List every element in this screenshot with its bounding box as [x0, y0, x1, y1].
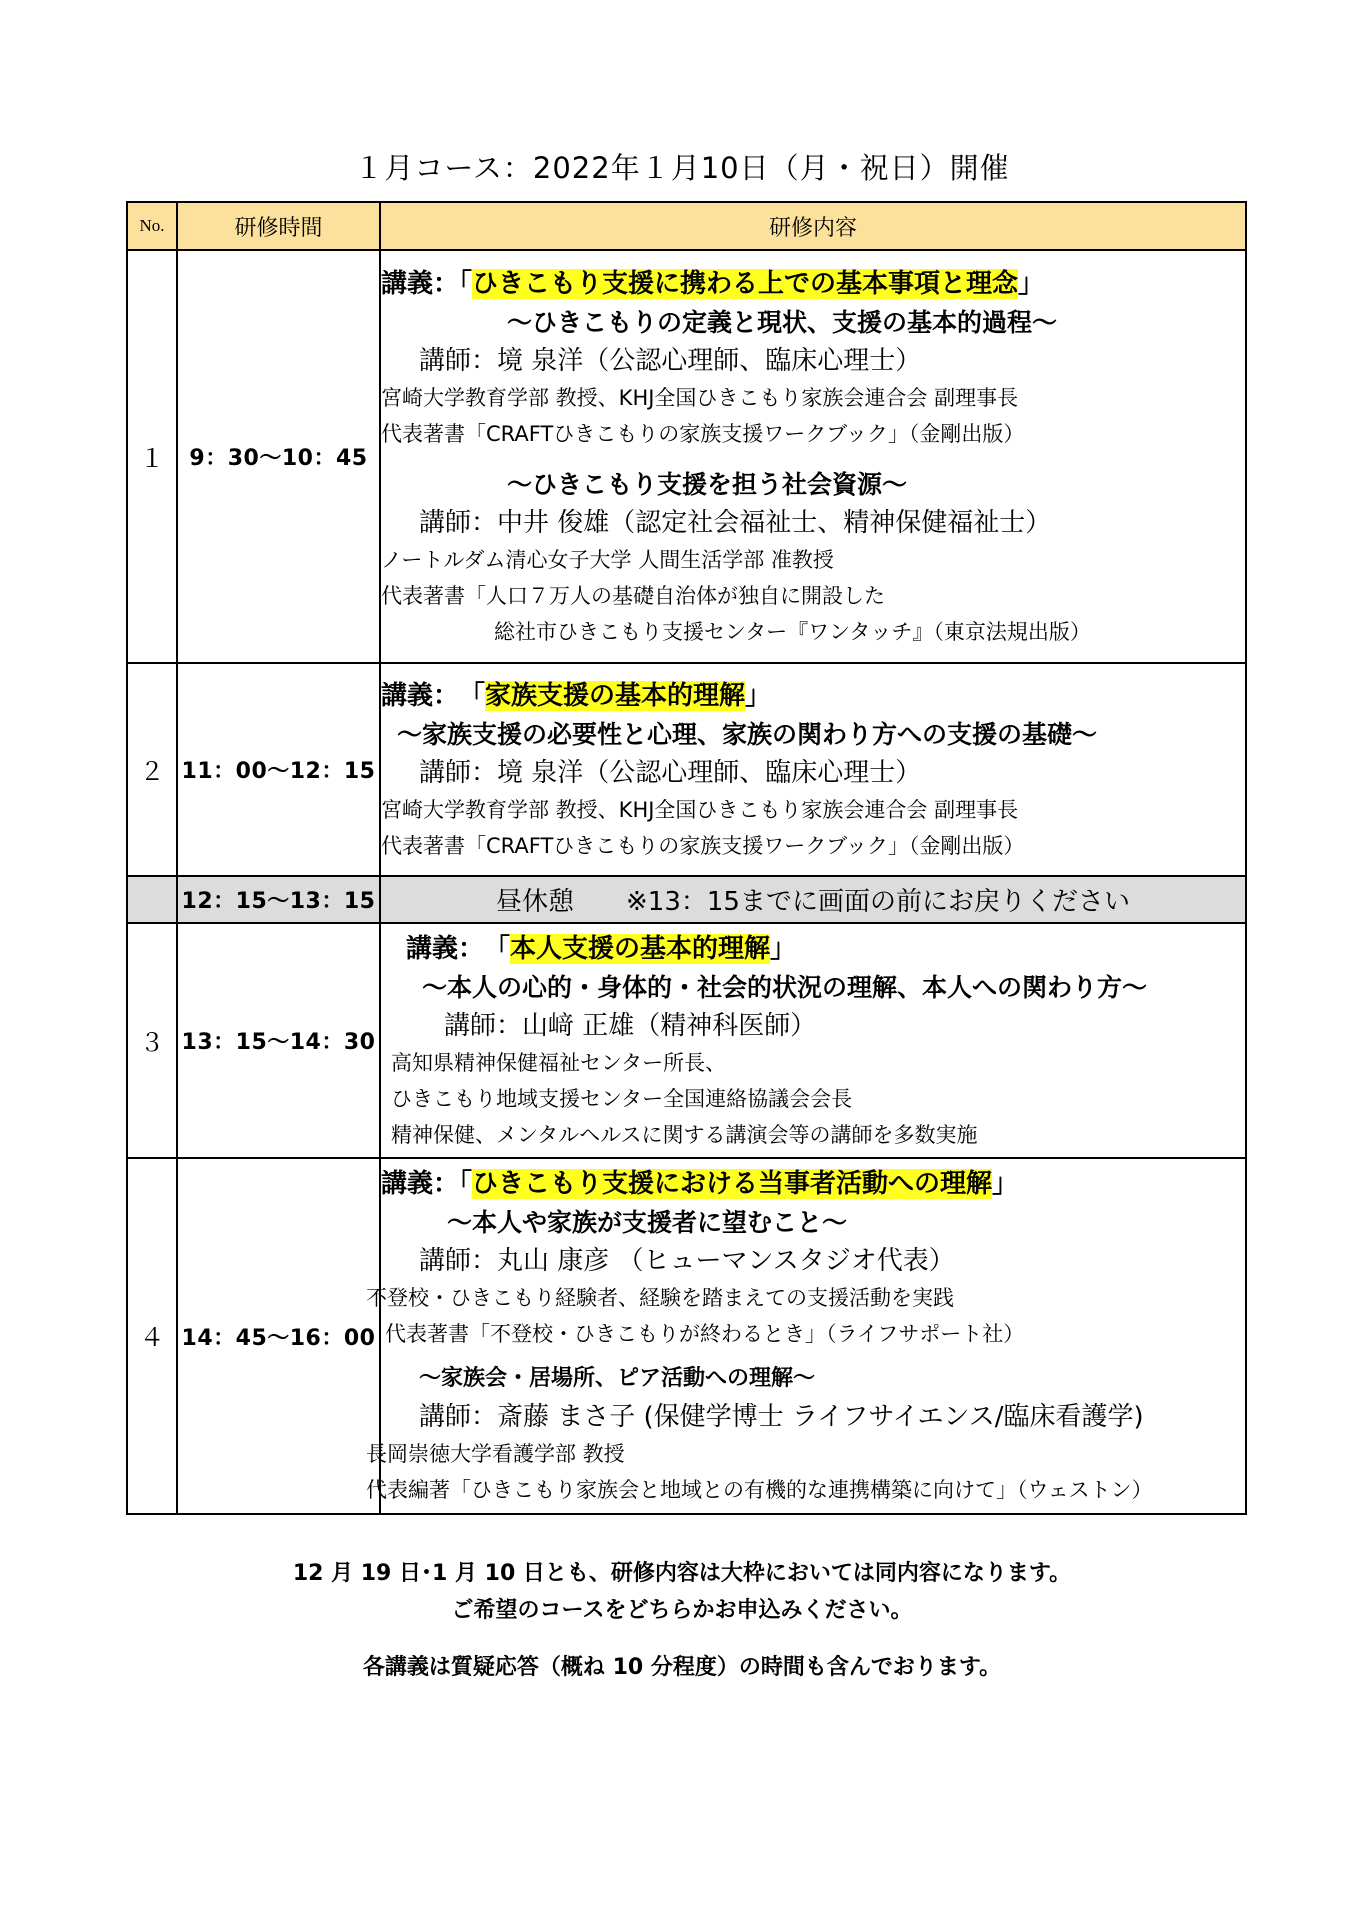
- instructor-detail: 高知県精神保健福祉センター所長、: [391, 1050, 727, 1075]
- header-content: 研修内容: [380, 202, 1246, 250]
- lunch-break-row: [127, 876, 1246, 923]
- lecture-subtitle: 〜本人や家族が支援者に望むこと〜: [447, 1208, 848, 1237]
- session-content: [380, 250, 1246, 663]
- lecture-prefix: 講義：「: [381, 1169, 473, 1199]
- lecture-suffix: 」: [770, 933, 797, 964]
- table-row: [127, 250, 1246, 663]
- lecture-title: ひきこもり支援に携わる上での基本事項と理念: [472, 268, 1019, 299]
- break-no-cell: [127, 876, 177, 923]
- lecture-suffix: 」: [992, 1169, 1019, 1199]
- lecture-subtitle: 〜ひきこもりの定義と現状、支援の基本的過程〜: [507, 307, 1058, 337]
- instructor-detail: 代表著書「人口７万人の基礎自治体が独自に開設した: [381, 583, 885, 608]
- session-time: 9：30〜10：45: [177, 250, 380, 663]
- session-content: [366, 1158, 1246, 1514]
- instructor-detail: 宮崎大学教育学部 教授、KHJ全国ひきこもり家族会連合会 副理事長: [381, 385, 1019, 410]
- break-text: 昼休憩 ※13：15までに画面の前にお戻りください: [380, 876, 1246, 923]
- session-number: ２: [127, 663, 177, 876]
- instructor: 講師：丸山 康彦 （ヒューマンスタジオ代表）: [419, 1246, 955, 1276]
- instructor-detail: 宮崎大学教育学部 教授、KHJ全国ひきこもり家族会連合会 副理事長: [381, 797, 1019, 822]
- instructor-detail: 長岡崇徳大学看護学部 教授: [366, 1442, 625, 1466]
- schedule-table: [126, 201, 1247, 1515]
- instructor-detail: 精神保健、メンタルヘルスに関する講演会等の講師を多数実施: [391, 1122, 978, 1147]
- instructor-detail: 不登校・ひきこもり経験者、経験を踏まえての支援活動を実践: [366, 1286, 954, 1310]
- instructor: 講師：山﨑 正雄（精神科医師）: [444, 1010, 817, 1041]
- instructor-detail: 代表著書「CRAFTひきこもりの家族支援ワークブック」（金剛出版）: [381, 833, 1025, 858]
- lecture-prefix: 講義： 「: [406, 933, 511, 964]
- session-content: [380, 663, 1246, 876]
- lecture-subtitle: 〜家族支援の必要性と心理、家族の関わり方への支援の基礎〜: [397, 719, 1098, 749]
- lecture-heading: [406, 929, 1245, 969]
- session-time: 13：15〜14：30: [177, 923, 380, 1158]
- note-line: 12 月 19 日･1 月 10 日とも、研修内容は大枠においては同内容になります。: [292, 1561, 1072, 1586]
- lecture-title: 本人支援の基本的理解: [510, 933, 771, 964]
- instructor-detail: 総社市ひきこもり支援センター『ワンタッチ』（東京法規出版）: [494, 619, 1091, 644]
- table-header-row: [127, 202, 1246, 250]
- footer-notes: [0, 1555, 1364, 1686]
- lecture-title: 家族支援の基本的理解: [485, 680, 746, 711]
- break-time: 12：15〜13：15: [177, 876, 380, 923]
- instructor-2: 講師：斎藤 まさ子 (保健学博士 ライフサイエンス/臨床看護学): [419, 1402, 1144, 1432]
- table-row: [127, 923, 1246, 1158]
- session-number: １: [127, 250, 177, 663]
- session-number: ４: [127, 1158, 177, 1514]
- lecture-suffix: 」: [1018, 268, 1045, 299]
- instructor-2: 講師：中井 俊雄（認定社会福祉士、精神保健福祉士）: [419, 507, 1052, 538]
- note-line: 各講義は質疑応答（概ね 10 分程度）の時間も含んでおります。: [362, 1655, 1002, 1680]
- session-number: ３: [127, 923, 177, 1158]
- instructor-detail: 代表著書「不登校・ひきこもりが終わるとき」（ライフサポート社）: [385, 1322, 1025, 1346]
- instructor-detail: ひきこもり地域支援センター全国連絡協議会会長: [391, 1086, 853, 1111]
- session-content: [380, 923, 1246, 1158]
- session-time: 11：00〜12：15: [177, 663, 380, 876]
- note-line: ご希望のコースをどちらかお申込みください。: [451, 1598, 913, 1623]
- lecture-title: ひきこもり支援における当事者活動への理解: [472, 1169, 993, 1199]
- instructor-detail: 代表編著「ひきこもり家族会と地域との有機的な連携構築に向けて」（ウェストン）: [366, 1478, 1153, 1502]
- lecture-suffix: 」: [745, 680, 772, 711]
- instructor-detail: ノートルダム清心女子大学 人間生活学部 准教授: [381, 547, 834, 572]
- header-time: 研修時間: [177, 202, 380, 250]
- page-title: １月コース：2022年１月10日（月・祝日）開催: [354, 151, 1010, 185]
- lecture-subtitle: 〜本人の心的・身体的・社会的状況の理解、本人への関わり方〜: [422, 972, 1148, 1002]
- lecture-subtitle-2: 〜家族会・居場所、ピア活動への理解〜: [419, 1366, 816, 1391]
- header-no: No.: [127, 202, 177, 250]
- lecture-heading: [381, 264, 1245, 304]
- session-time: 14：45〜16：00: [177, 1158, 380, 1514]
- instructor: 講師：境 泉洋（公認心理師、臨床心理士）: [419, 345, 922, 376]
- lecture-subtitle-2: 〜ひきこもり支援を担う社会資源〜: [507, 469, 908, 499]
- instructor: 講師：境 泉洋（公認心理師、臨床心理士）: [419, 757, 922, 788]
- table-row: [127, 1158, 1246, 1514]
- table-row: [127, 663, 1246, 876]
- instructor-detail: 代表著書「CRAFTひきこもりの家族支援ワークブック」（金剛出版）: [381, 421, 1025, 446]
- lecture-prefix: 講義：「: [381, 268, 473, 299]
- lecture-prefix: 講義： 「: [381, 680, 486, 711]
- lecture-heading: [381, 1164, 1245, 1204]
- lecture-heading: [381, 676, 1245, 716]
